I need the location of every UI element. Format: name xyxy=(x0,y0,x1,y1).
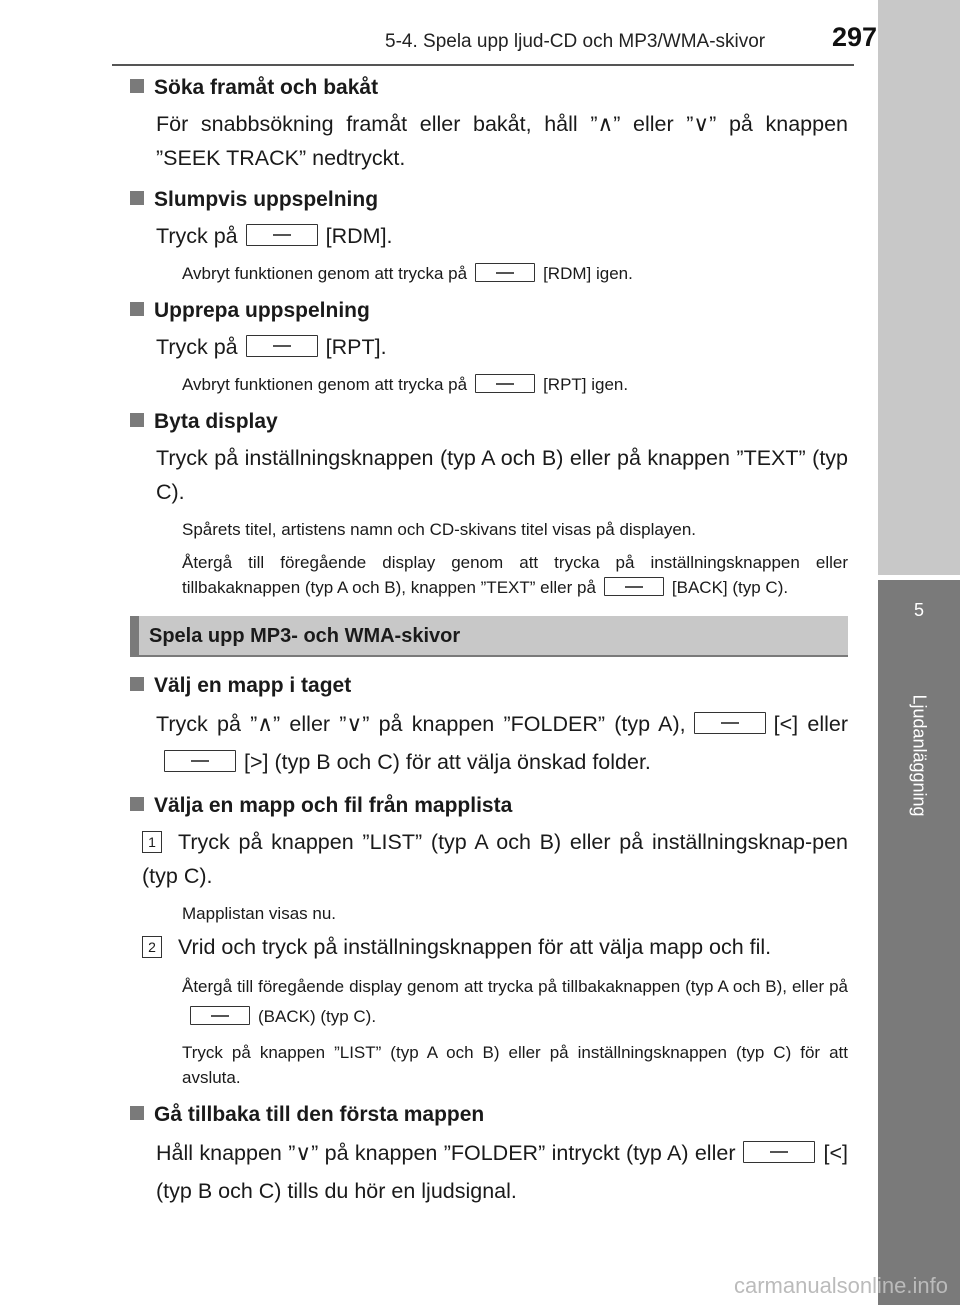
heading-display: Byta display xyxy=(130,407,848,437)
screen-button-icon xyxy=(475,374,535,393)
side-tab-label: Ljudanläggning xyxy=(909,694,930,817)
header-rule xyxy=(112,64,854,66)
random-body: Tryck på [RDM]. xyxy=(156,224,393,248)
heading-seek: Söka framåt och bakåt xyxy=(130,73,848,103)
heading-repeat: Upprepa uppspelning xyxy=(130,296,848,326)
screen-button-icon xyxy=(475,263,535,282)
list-step-2-note-2: Tryck på knappen ”LIST” (typ A och B) eller på inställningsknappen (typ C) för att avsluta. xyxy=(182,1043,848,1087)
screen-button-icon xyxy=(246,224,318,246)
seek-body: För snabbsökning framåt eller bakåt, håll ”∧” eller ”∨” på knappen ”SEEK TRACK” nedtryckt. xyxy=(156,112,848,170)
square-bullet-icon xyxy=(130,1106,144,1120)
side-tab-upper xyxy=(878,0,960,575)
repeat-body: Tryck på [RPT]. xyxy=(156,335,387,359)
side-tab-chapter: 5 xyxy=(913,600,924,620)
heading-folder: Välj en mapp i taget xyxy=(130,671,848,701)
step-number: 1 xyxy=(142,831,162,853)
page-number: 297 xyxy=(832,22,878,52)
square-bullet-icon xyxy=(130,79,144,93)
display-note-2: Återgå till föregående display genom att trycka på inställningsknappen eller tillbakaknappen (typ A och B), knappen ”TEXT” eller på [BACK] (typ C). xyxy=(182,553,848,597)
side-tab-lower xyxy=(878,580,960,1305)
list-step-2-note-1: Återgå till föregående display genom att trycka på tillbakaknappen (typ A och B), eller på(BACK) (typ C). xyxy=(182,977,848,1026)
screen-button-icon xyxy=(164,750,236,772)
random-note: Avbryt funktionen genom att trycka på [RDM] igen. xyxy=(182,264,633,283)
folder-body: Tryck på ”∧” eller ”∨” på knappen ”FOLDER” (typ A), [<] eller[>] (typ B och C) för att välja önskad folder. xyxy=(156,712,848,774)
heading-list: Välja en mapp och fil från mapplista xyxy=(130,791,848,821)
square-bullet-icon xyxy=(130,797,144,811)
display-note-1: Spårets titel, artistens namn och CD-skivans titel visas på displayen. xyxy=(182,520,697,539)
section-title-mp3: Spela upp MP3- och WMA-skivor xyxy=(130,616,848,657)
step-number: 2 xyxy=(142,936,162,958)
square-bullet-icon xyxy=(130,677,144,691)
screen-button-icon xyxy=(604,577,664,596)
heading-first-folder: Gå tillbaka till den första mappen xyxy=(130,1100,848,1130)
display-body: Tryck på inställningsknappen (typ A och B) eller på knappen ”TEXT” (typ C). xyxy=(156,446,848,504)
square-bullet-icon xyxy=(130,413,144,427)
list-step-1: 1 Tryck på knappen ”LIST” (typ A och B) eller på inställningsknap-pen (typ C). xyxy=(142,830,848,888)
repeat-note: Avbryt funktionen genom att trycka på [RPT] igen. xyxy=(182,375,629,394)
screen-button-icon xyxy=(743,1141,815,1163)
screen-button-icon xyxy=(190,1006,250,1025)
watermark: carmanualsonline.info xyxy=(733,1273,948,1298)
list-step-2: 2 Vrid och tryck på inställningsknappen för att välja mapp och fil. xyxy=(130,930,848,964)
page-content xyxy=(130,73,848,1210)
screen-button-icon xyxy=(246,335,318,357)
screen-button-icon xyxy=(694,712,766,734)
square-bullet-icon xyxy=(130,191,144,205)
header-title: 5-4. Spela upp ljud-CD och MP3/WMA-skivor xyxy=(385,31,766,52)
heading-random: Slumpvis uppspelning xyxy=(130,185,848,215)
square-bullet-icon xyxy=(130,302,144,316)
list-step-1-note: Mapplistan visas nu. xyxy=(182,904,337,923)
first-folder-body: Håll knappen ”∨” på knappen ”FOLDER” intryckt (typ A) eller [<] (typ B och C) tills du hör en ljudsignal. xyxy=(156,1141,848,1203)
